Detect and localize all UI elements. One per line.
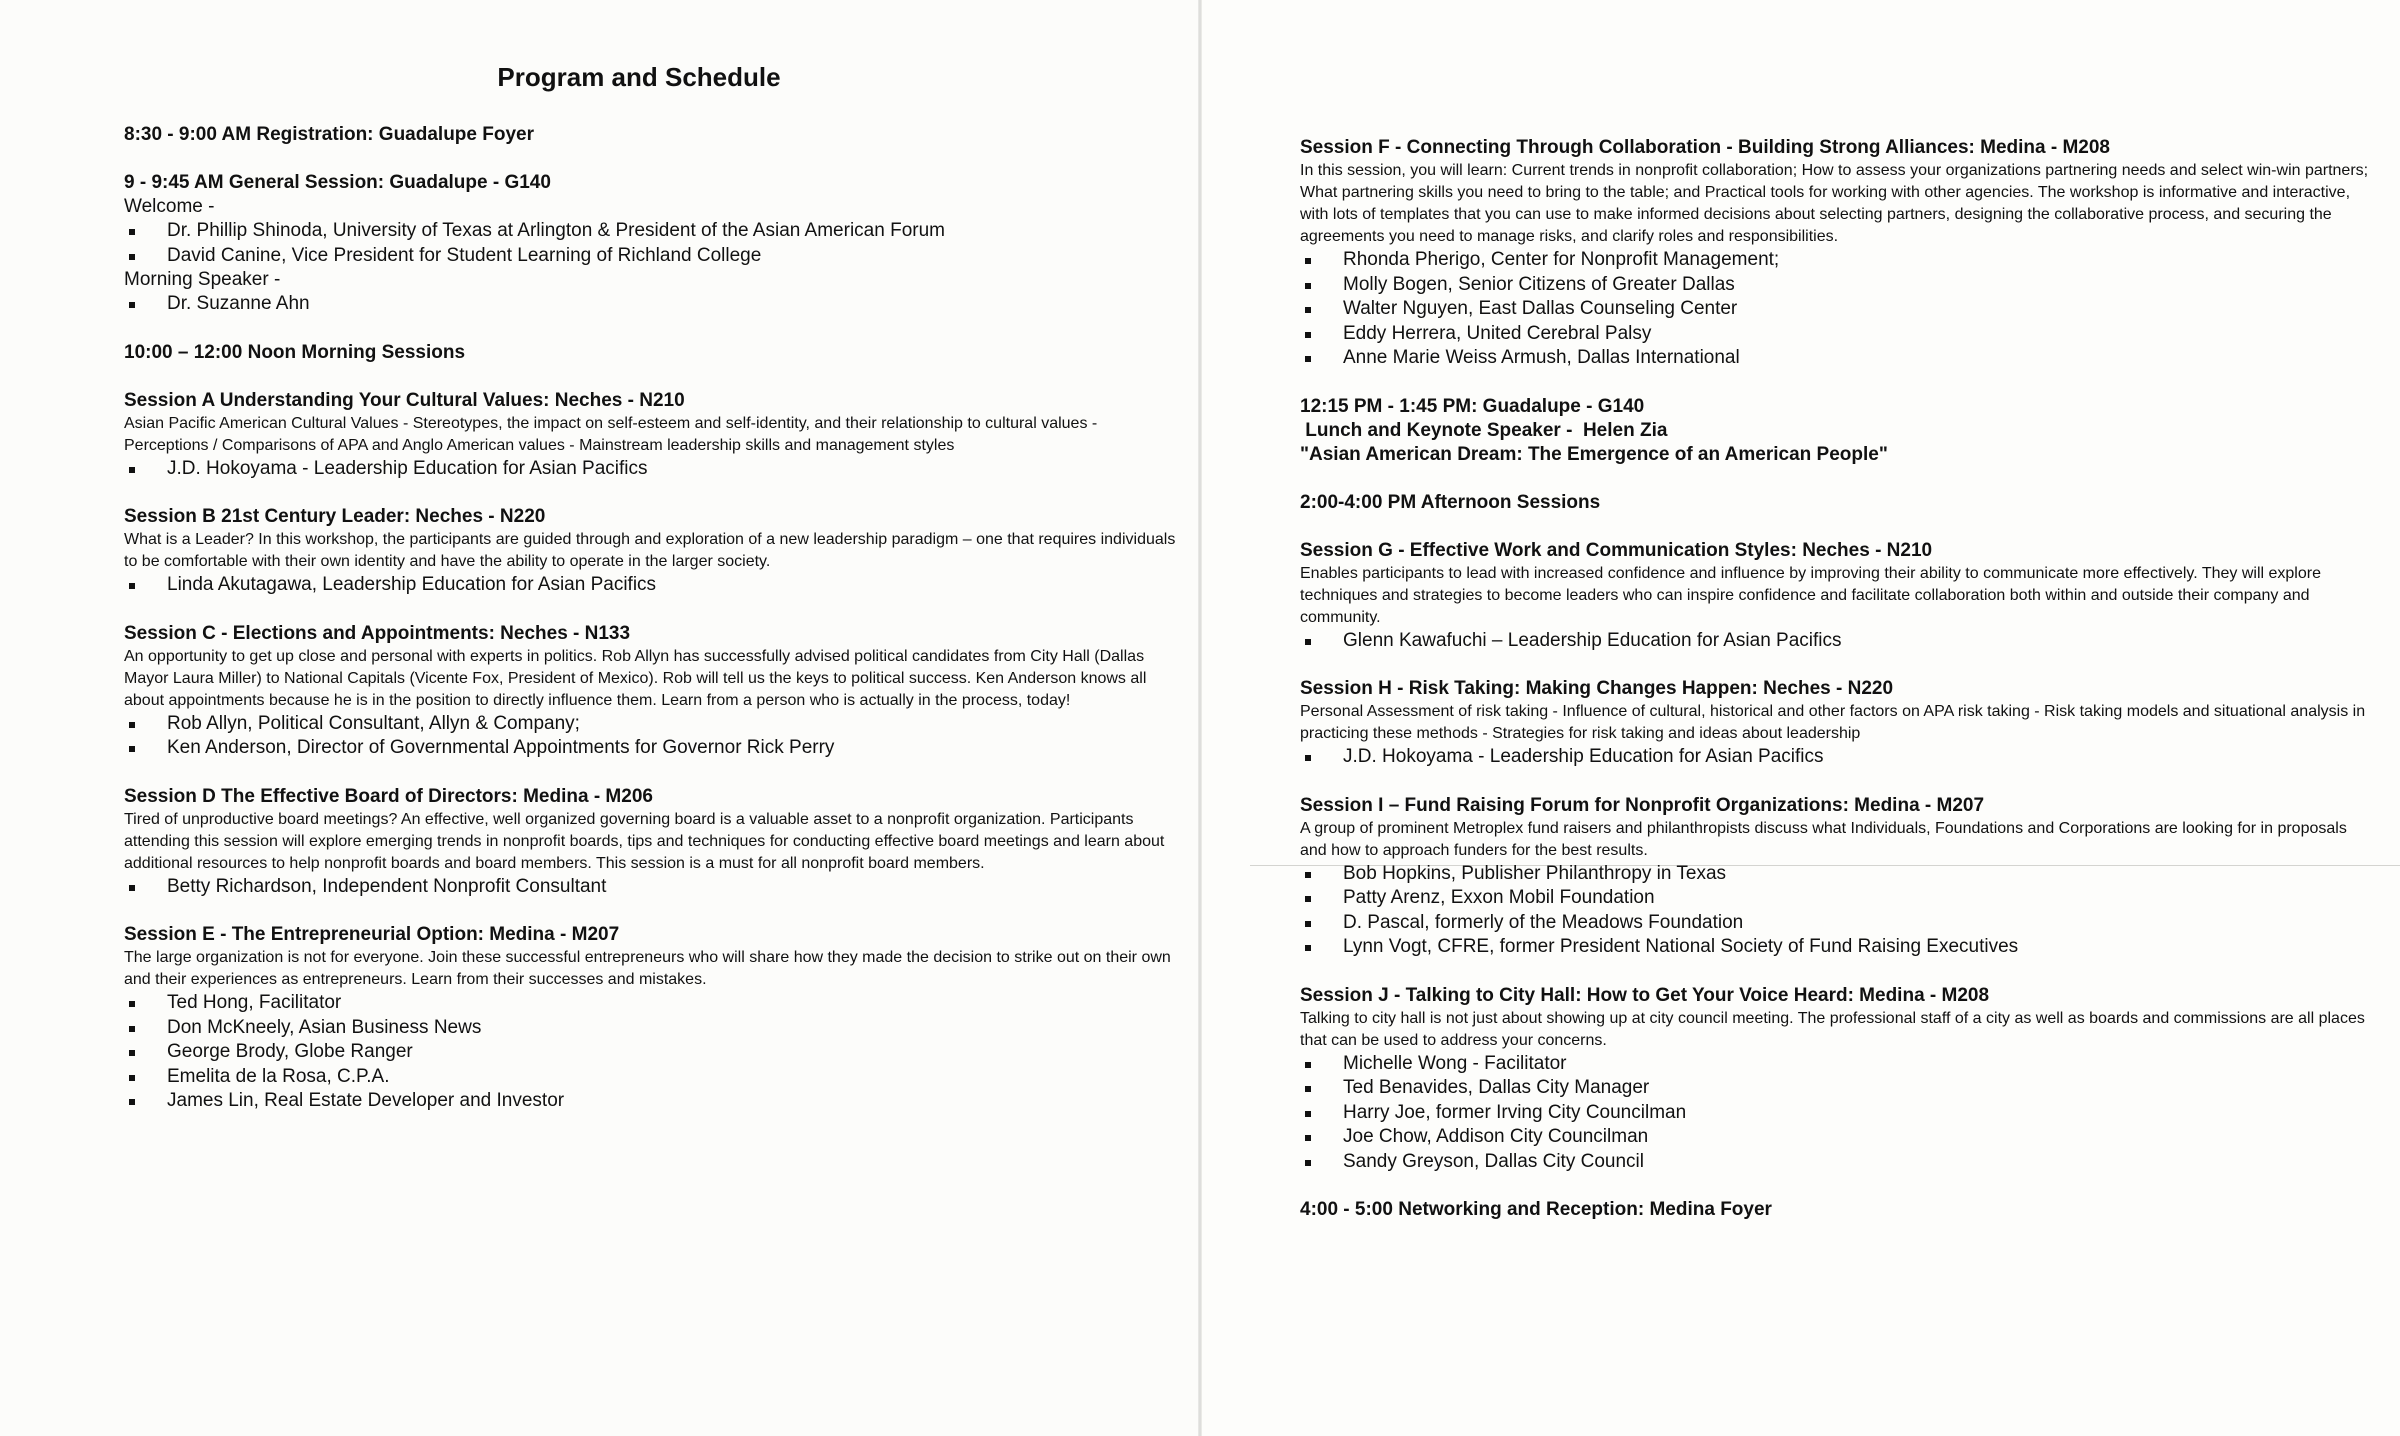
session-d (124, 785, 1184, 900)
session-h (1300, 677, 2370, 770)
welcome-list (124, 219, 1184, 268)
session-heading: Session H - Risk Taking: Making Changes Happen: Neches - N220 (1300, 678, 1894, 699)
morning-sessions-heading: 10:00 – 12:00 Noon Morning Sessions (124, 341, 466, 363)
list-item: James Lin, Real Estate Developer and Investor (124, 1089, 1184, 1114)
list-item: George Brody, Globe Ranger (124, 1040, 1184, 1065)
presenter-list (1300, 248, 2370, 371)
session-a (124, 389, 1184, 482)
presenter-list (124, 991, 1184, 1114)
presenter-list (124, 712, 1184, 761)
session-i (1300, 794, 2370, 960)
list-item: Molly Bogen, Senior Citizens of Greater Dallas (1300, 273, 2370, 298)
list-item: J.D. Hokoyama - Leadership Education for Asian Pacifics (124, 457, 1184, 482)
session-description: Asian Pacific American Cultural Values - Stereotypes, the impact on self-esteem and self-identity, and their relationship to cultural values - Perceptions / Comparisons of APA and Anglo American values - Mainstream leadership skills and management styles (124, 414, 1098, 454)
session-heading: Session B 21st Century Leader: Neches - N220 (124, 506, 546, 527)
list-item: D. Pascal, formerly of the Meadows Foundation (1300, 911, 2370, 936)
session-description: In this session, you will learn: Current trends in nonprofit collaboration; How to assess your organizations partnering needs and select win-win partners; What partnering skills you need to bring to the table; and Practical tools for working with other agencies. The workshop is informative and interactive, with lots of templates that you can use to make informed decisions about selecting partners, designing the collaborative process, and securing the agreements you need to manage risks, and clarify roles and responsibilities. (1300, 162, 2369, 245)
presenter-list (1300, 745, 2370, 770)
page-fold (1198, 0, 1202, 1436)
list-item: Michelle Wong - Facilitator (1300, 1052, 2370, 1077)
left-column (124, 62, 1184, 1138)
morning-speaker-label: Morning Speaker - (124, 269, 281, 290)
list-item: Patty Arenz, Exxon Mobil Foundation (1300, 886, 2370, 911)
welcome-label: Welcome - (124, 196, 215, 217)
session-b (124, 505, 1184, 598)
session-description: Tired of unproductive board meetings? An effective, well organized governing board is a valuable asset to a nonprofit organization. Participants attending this session will explore emerging trends in nonprofit boards, tips and techniques for conducting effective board meetings and learn about additional resources to help nonprofit boards and board members. This session is a must for all nonprofit board members. (124, 810, 1165, 872)
list-item: Joe Chow, Addison City Councilman (1300, 1125, 2370, 1150)
list-item: Bob Hopkins, Publisher Philanthropy in Texas (1300, 862, 2370, 887)
morning-speaker-list (124, 292, 1184, 317)
session-g (1300, 539, 2370, 654)
general-session-heading: 9 - 9:45 AM General Session: Guadalupe - G140 (124, 172, 551, 193)
session-description: The large organization is not for everyone. Join these successful entrepreneurs who will share how they made the decision to strike out on their own and their experiences as entrepreneurs. Learn from their successes and mistakes. (124, 949, 1171, 988)
session-heading: Session J - Talking to City Hall: How to Get Your Voice Heard: Medina - M208 (1300, 984, 1990, 1006)
keynote-speaker: Lunch and Keynote Speaker - Helen Zia (1300, 419, 1668, 441)
list-item: Linda Akutagawa, Leadership Education for Asian Pacifics (124, 573, 1184, 598)
list-item: Rob Allyn, Political Consultant, Allyn & Company; (124, 712, 1184, 737)
networking-line: 4:00 - 5:00 Networking and Reception: Medina Foyer (1300, 1199, 1772, 1220)
morning-sessions-block (124, 341, 1184, 365)
session-heading: Session G - Effective Work and Communication Styles: Neches - N210 (1300, 539, 1933, 561)
session-description: An opportunity to get up close and personal with experts in politics. Rob Allyn has successfully advised political candidates from City Hall (Dallas Mayor Laura Miller) to National Capitals (Vicente Fox, President of Mexico). Rob will tell us the keys to political success. Ken Anderson knows all about appointments because he is in the position to directly influence them. Learn from a person who is actually in the process, today! (124, 647, 1147, 709)
list-item: Ted Hong, Facilitator (124, 991, 1184, 1016)
session-description: Enables participants to lead with increased confidence and influence by improving their ability to communicate more effectively. They will explore techniques and strategies to become leaders who can inspire confidence and facilitate collaboration both within and outside their company and community. (1300, 564, 2321, 626)
presenter-list (1300, 629, 2370, 654)
list-item: Rhonda Pherigo, Center for Nonprofit Management; (1300, 248, 2370, 273)
session-f (1300, 136, 2370, 371)
right-column (1300, 136, 2370, 1246)
list-item: Walter Nguyen, East Dallas Counseling Center (1300, 297, 2370, 322)
session-j (1300, 984, 2370, 1175)
session-description: A group of prominent Metroplex fund raisers and philanthropists discuss what Individuals, Foundations and Corporations are looking for in proposals and how to approach funders for the best results. (1300, 819, 2347, 859)
general-session-block (124, 171, 1184, 317)
registration-line: 8:30 - 9:00 AM Registration: Guadalupe Foyer (124, 124, 534, 145)
registration-block (124, 123, 1184, 147)
page-title: Program and Schedule (497, 62, 781, 92)
session-heading: Session A Understanding Your Cultural Values: Neches - N210 (124, 389, 685, 411)
list-item: Eddy Herrera, United Cerebral Palsy (1300, 322, 2370, 347)
list-item: Don McKneely, Asian Business News (124, 1016, 1184, 1041)
afternoon-sessions-heading: 2:00-4:00 PM Afternoon Sessions (1300, 491, 1601, 513)
list-item: Emelita de la Rosa, C.P.A. (124, 1065, 1184, 1090)
session-description: Personal Assessment of risk taking - Influence of cultural, historical and other factors on APA risk taking - Risk taking models and situational analysis in practicing these methods - Strategies for risk taking and ideas about leadership (1300, 703, 2366, 742)
session-e (124, 923, 1184, 1114)
presenter-list (124, 875, 1184, 900)
list-item: Glenn Kawafuchi – Leadership Education for Asian Pacifics (1300, 629, 2370, 654)
session-description: What is a Leader? In this workshop, the participants are guided through and exploration of a new leadership paradigm – one that requires individuals to be comfortable with their own identity and have the ability to operate in the larger society. (124, 531, 1176, 570)
session-heading: Session D The Effective Board of Directors: Medina - M206 (124, 785, 653, 807)
session-description: Talking to city hall is not just about showing up at city council meeting. The professional staff of a city as well as boards and commissions are all places that can be used to address your concerns. (1300, 1009, 2365, 1049)
list-item: Sandy Greyson, Dallas City Council (1300, 1150, 2370, 1175)
list-item: Betty Richardson, Independent Nonprofit Consultant (124, 875, 1184, 900)
afternoon-sessions-block (1300, 491, 2370, 515)
networking-block (1300, 1198, 2370, 1222)
session-heading: Session F - Connecting Through Collaboration - Building Strong Alliances: Medina - M208 (1300, 137, 2110, 158)
list-item: Ken Anderson, Director of Governmental Appointments for Governor Rick Perry (124, 736, 1184, 761)
lunch-time: 12:15 PM - 1:45 PM: Guadalupe - G140 (1300, 395, 1645, 417)
presenter-list (124, 573, 1184, 598)
list-item: Lynn Vogt, CFRE, former President National Society of Fund Raising Executives (1300, 935, 2370, 960)
list-item: J.D. Hokoyama - Leadership Education for Asian Pacifics (1300, 745, 2370, 770)
list-item: David Canine, Vice President for Student Learning of Richland College (124, 244, 1184, 269)
session-heading: Session I – Fund Raising Forum for Nonprofit Organizations: Medina - M207 (1300, 794, 1985, 816)
presenter-list (124, 457, 1184, 482)
list-item: Harry Joe, former Irving City Councilman (1300, 1101, 2370, 1126)
list-item: Anne Marie Weiss Armush, Dallas International (1300, 346, 2370, 371)
list-item: Ted Benavides, Dallas City Manager (1300, 1076, 2370, 1101)
session-c (124, 622, 1184, 761)
session-heading: Session C - Elections and Appointments: Neches - N133 (124, 622, 631, 644)
lunch-block (1300, 395, 2370, 467)
list-item: Dr. Phillip Shinoda, University of Texas at Arlington & President of the Asian American Forum (124, 219, 1184, 244)
session-heading: Session E - The Entrepreneurial Option: Medina - M207 (124, 924, 620, 945)
presenter-list (1300, 1052, 2370, 1175)
keynote-title: "Asian American Dream: The Emergence of an American People" (1300, 443, 1888, 465)
list-item: Dr. Suzanne Ahn (124, 292, 1184, 317)
presenter-list (1300, 862, 2370, 960)
